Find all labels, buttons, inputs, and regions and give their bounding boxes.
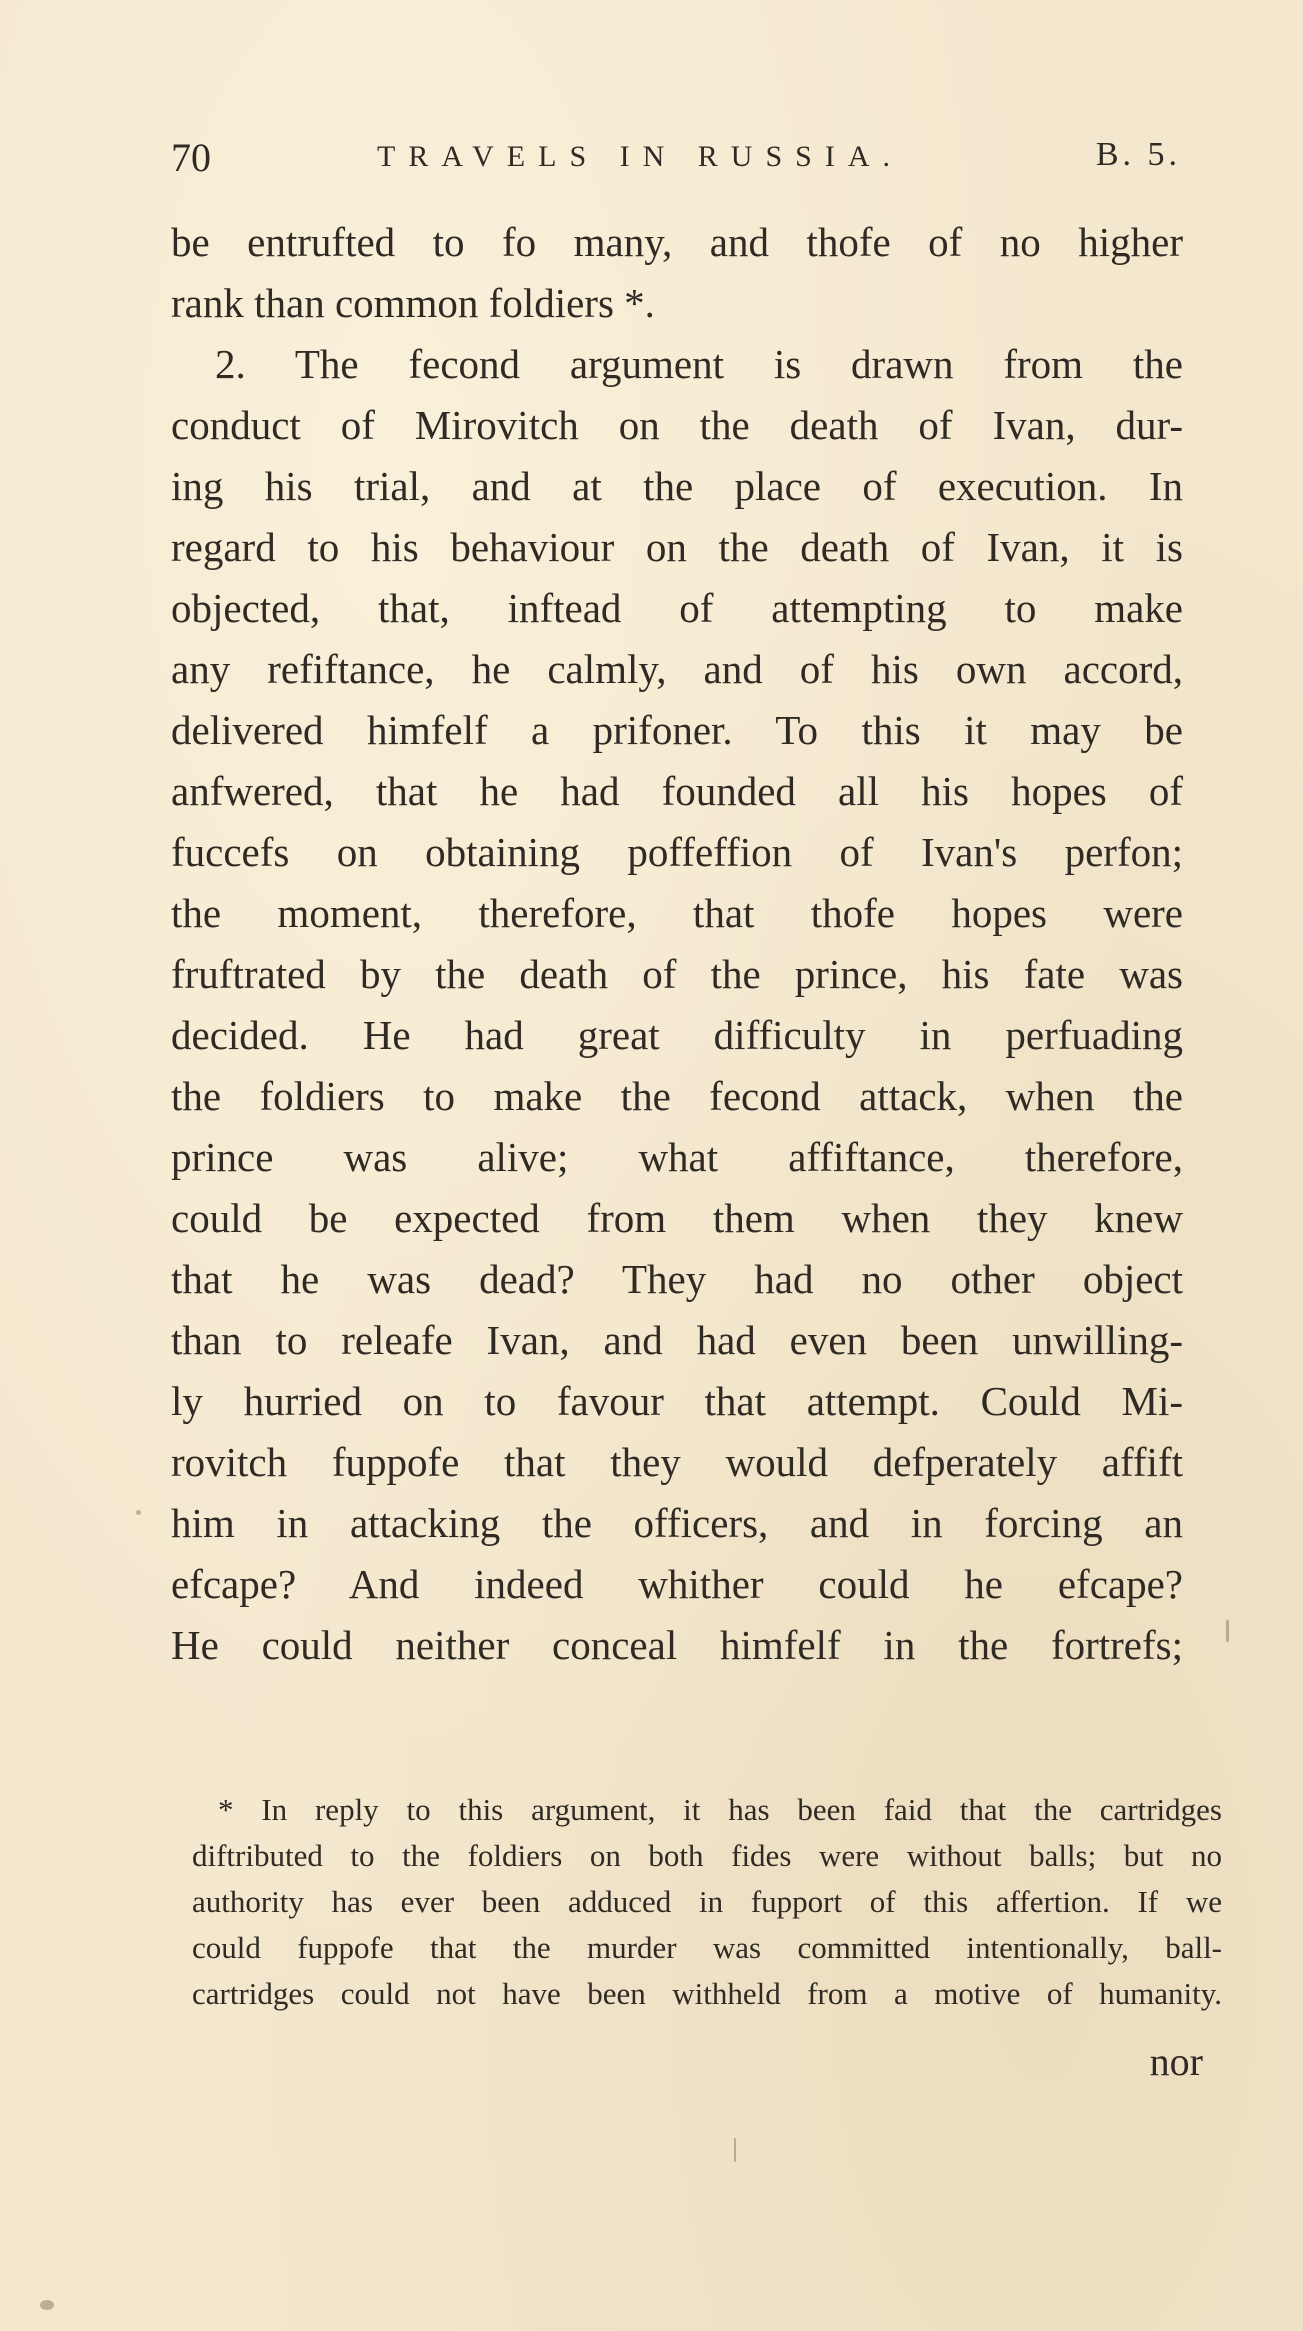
body-line: regard to his behaviour on the death of Ivan, it is [171, 524, 1183, 570]
footnote-line: could fuppofe that the murder was committed intentionally, ball- [192, 1930, 1222, 1965]
body-line: delivered himfelf a prifoner. To this it may be [171, 707, 1183, 753]
body-line: decided. He had great difficulty in perfuading [171, 1012, 1183, 1058]
body-line: ly hurried on to favour that attempt. Could Mi- [171, 1378, 1183, 1424]
body-line: prince was alive; what affiftance, therefore, [171, 1134, 1183, 1180]
paper-speck [1226, 1620, 1229, 1642]
body-line: 2. The fecond argument is drawn from the [215, 341, 1183, 387]
body-line: any refiftance, he calmly, and of his own accord, [171, 646, 1183, 692]
body-line: the moment, therefore, that thofe hopes were [171, 890, 1183, 936]
body-line: objected, that, inftead of attempting to make [171, 585, 1183, 631]
body-line: that he was dead? They had no other object [171, 1256, 1183, 1302]
book-number: B. 5. [1095, 136, 1181, 173]
body-line: anfwered, that he had founded all his hopes of [171, 768, 1183, 814]
body-line: fruftrated by the death of the prince, his fate was [171, 951, 1183, 997]
body-line: him in attacking the officers, and in forcing an [171, 1500, 1183, 1546]
body-line: conduct of Mirovitch on the death of Ivan, dur- [171, 402, 1183, 448]
footnote-line: * In reply to this argument, it has been faid that the cartridges [218, 1792, 1222, 1827]
footnote [192, 1787, 1222, 2017]
body-line: than to releafe Ivan, and had even been unwilling- [171, 1317, 1183, 1363]
footnote-line: authority has ever been adduced in fupport of this affertion. If we [192, 1884, 1222, 1919]
body-line: fuccefs on obtaining poffeffion of Ivan's perfon; [171, 829, 1183, 875]
body-line: efcape? And indeed whither could he efcape? [171, 1561, 1183, 1607]
body-line: rovitch fuppofe that they would defperately affift [171, 1439, 1183, 1485]
catchword: nor [1149, 2039, 1203, 2084]
running-title: TRAVELS IN RUSSIA. [377, 140, 903, 173]
body-line: ing his trial, and at the place of execution. In [171, 463, 1183, 509]
footnote-line: diftributed to the foldiers on both fides were without balls; but no [192, 1838, 1222, 1873]
paper-speck [40, 2300, 54, 2310]
paper-speck [136, 1510, 141, 1515]
paper-speck [734, 2138, 736, 2162]
body-line: rank than common foldiers *. [171, 280, 655, 326]
footnote-line: cartridges could not have been withheld from a motive of humanity. [192, 1976, 1222, 2011]
body-text [171, 212, 1183, 1676]
page-number: 70 [171, 135, 211, 180]
body-line: be entrufted to fo many, and thofe of no higher [171, 219, 1183, 265]
body-line: He could neither conceal himfelf in the fortrefs; [171, 1622, 1183, 1668]
running-head [171, 134, 1181, 194]
body-line: could be expected from them when they knew [171, 1195, 1183, 1241]
body-line: the foldiers to make the fecond attack, when the [171, 1073, 1183, 1119]
